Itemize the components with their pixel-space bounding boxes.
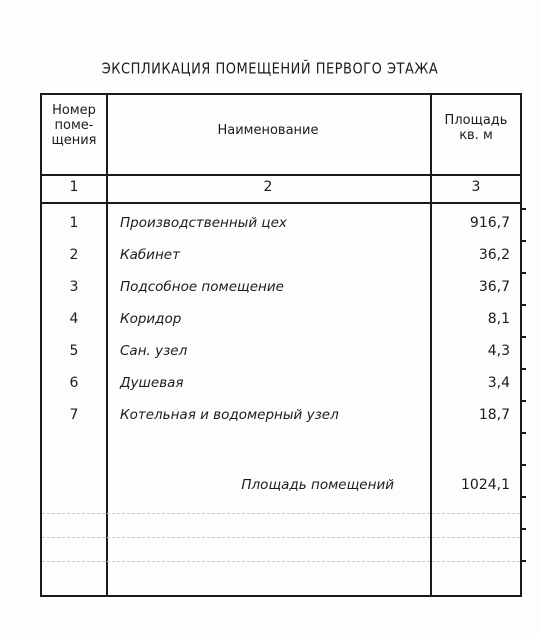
table-row — [42, 207, 520, 239]
explication-table — [40, 93, 522, 597]
row-number: 7 — [69, 407, 79, 423]
index-divider — [42, 202, 520, 204]
row-area: 916,7 — [469, 215, 510, 231]
header-name: Наименование — [217, 123, 319, 138]
header-number: Номер поме- щения — [51, 103, 97, 148]
row-name: Душевая — [120, 375, 184, 391]
row-area: 8,1 — [487, 311, 510, 327]
header-divider — [42, 174, 520, 176]
row-area: 18,7 — [478, 407, 510, 423]
empty-row-line — [42, 561, 520, 562]
row-tick — [520, 336, 526, 338]
row-name: Котельная и водомерный узел — [120, 407, 339, 423]
row-number: 1 — [69, 215, 79, 231]
page-title: ЭКСПЛИКАЦИЯ ПОМЕЩЕНИЙ ПЕРВОГО ЭТАЖА — [101, 60, 439, 79]
row-area: 36,7 — [478, 279, 510, 295]
row-tick — [520, 496, 526, 498]
row-area: 36,2 — [478, 247, 510, 263]
row-tick — [520, 400, 526, 402]
row-tick — [520, 272, 526, 274]
row-name: Производственный цех — [120, 215, 287, 231]
row-tick — [520, 304, 526, 306]
row-tick — [520, 208, 526, 210]
row-tick — [520, 368, 526, 370]
row-tick — [520, 464, 526, 466]
empty-row-line — [42, 537, 520, 538]
total-label: Площадь помещений — [241, 477, 394, 493]
row-tick — [520, 432, 526, 434]
row-name: Кабинет — [120, 247, 180, 263]
table-row — [42, 367, 520, 399]
header-area: Площадь кв. м — [444, 113, 508, 143]
row-number: 6 — [69, 375, 79, 391]
row-name: Коридор — [120, 311, 182, 327]
row-name: Сан. узел — [120, 343, 188, 359]
total-value: 1024,1 — [461, 477, 510, 493]
row-tick — [520, 240, 526, 242]
row-number: 3 — [69, 279, 79, 295]
table-row — [42, 303, 520, 335]
row-number: 5 — [69, 343, 79, 359]
table-row — [42, 239, 520, 271]
table-row — [42, 271, 520, 303]
empty-row-line — [42, 513, 520, 514]
row-number: 2 — [69, 247, 79, 263]
header-index-1: 1 — [69, 179, 79, 195]
table-row — [42, 335, 520, 367]
row-name: Подсобное помещение — [120, 279, 284, 295]
header-index-3: 3 — [471, 179, 481, 195]
row-number: 4 — [69, 311, 79, 327]
row-area: 4,3 — [487, 343, 510, 359]
row-tick — [520, 528, 526, 530]
header-index-2: 2 — [263, 179, 273, 195]
row-area: 3,4 — [487, 375, 510, 391]
row-tick — [520, 560, 526, 562]
table-row — [42, 399, 520, 431]
